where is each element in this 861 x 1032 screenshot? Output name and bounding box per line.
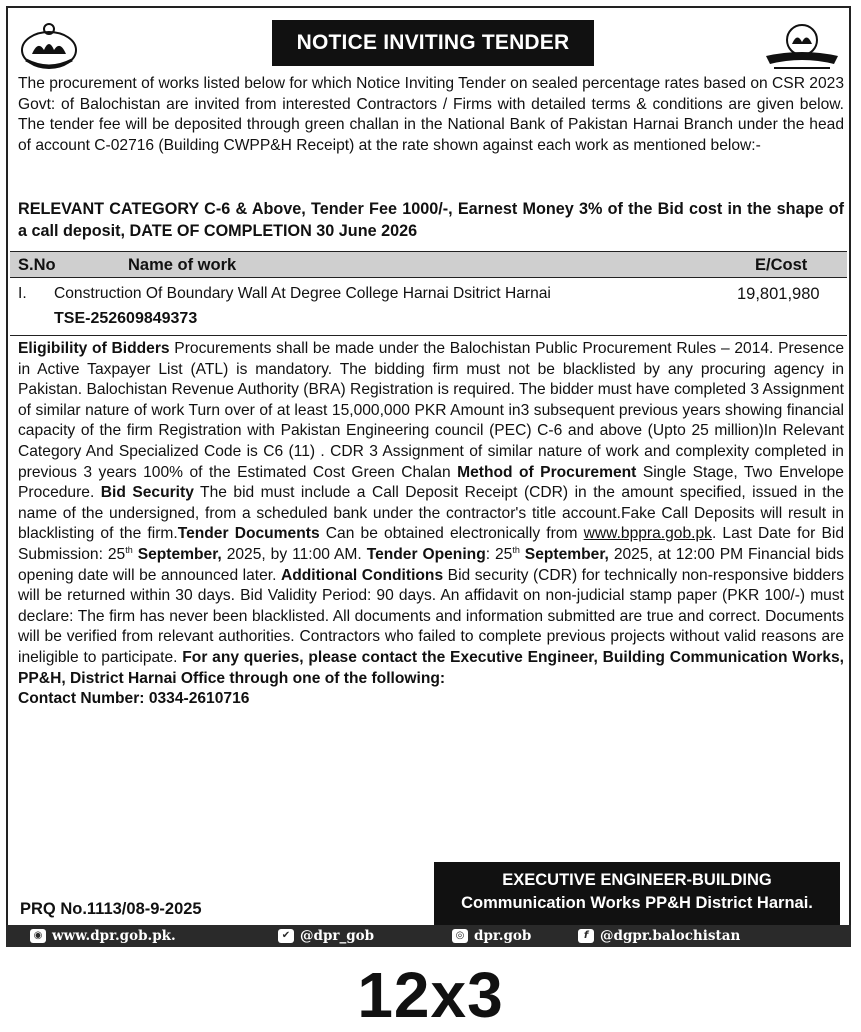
bppra-website-link[interactable]: www.bppra.gob.pk xyxy=(583,525,712,543)
signature-title: EXECUTIVE ENGINEER-BUILDING xyxy=(502,871,772,889)
intro-paragraph: The procurement of works listed below for which Notice Inviting Tender on sealed percentage rates based on CSR 2023 Govt: of Balochistan are invited from interested Contractors / Firms with detailed terms & conditions are given below. The tender fee will be deposited through green challan in the National Bank of Pakistan Harnai Branch under the head of account C-02716 (Building CWPP&H Receipt) at the rate shown against each work as mentioned below:- xyxy=(18,75,844,154)
footer-instagram[interactable] xyxy=(452,928,531,944)
tender-documents-label: Tender Documents xyxy=(177,525,320,543)
tender-notice xyxy=(6,6,851,946)
queries-text: For any queries, please contact the Executive Engineer, Building Communication Works, PP&H, District Harnai Office through one of the following: xyxy=(18,648,844,687)
opening-date-day: : 25 xyxy=(485,545,513,563)
opening-month: September, xyxy=(519,545,609,563)
footer-web[interactable] xyxy=(30,928,176,944)
footer-web-text: www.dpr.gob.pk. xyxy=(52,928,176,944)
submission-time: 2025, by 11:00 AM. xyxy=(221,545,367,563)
prq-number: PRQ No.1113/08-9-2025 xyxy=(20,900,202,918)
footer-facebook[interactable] xyxy=(578,928,740,944)
notice-title: NOTICE INVITING TENDER xyxy=(272,20,594,66)
signature-block xyxy=(434,862,840,926)
bid-security-text: The bid must include a Call Deposit Receipt (CDR) in the amount specified, issued in the name of the undersigned, from a scheduled bank under the contractor's title account.Fake Call Deposits will result in blacklisting of the firm. xyxy=(18,484,844,543)
submission-text: . Last Date for Bid Submission: 25 xyxy=(18,525,845,563)
tender-opening-label: Tender Opening xyxy=(366,545,486,563)
eligibility-text: Procurements shall be made under the Balochistan Public Procurement Rules – 2014. Presence in Active Taxpayer List (ATL) is mandatory. The bidding firm must not be blacklisted by any procuring agency in Pakistan. Balochistan Revenue Authority (BRA) Registration is required. The bidder must have completed 3 Assignment of similar nature of work Turn over of at least 15,000,000 PKR Amount in3 subsequent previous years showing financial capacity of the firm Registration with Pakistan Engineering council (PEC) C-6 and above (Upto 25 million)In Relevant Category And Specialized Code is C6 (11) . CDR 3 Assignment of similar nature of work and complexity completed in previous 3 years 100% of the Estimated Cost Green Chalan xyxy=(18,340,844,481)
footer-twitter[interactable] xyxy=(278,928,374,944)
row-name-of-work: Construction Of Boundary Wall At Degree College Harnai Dsitrict Harnai xyxy=(54,285,551,302)
signature-office: Communication Works PP&H District Harnai. xyxy=(461,894,813,912)
row-estimated-cost: 19,801,980 xyxy=(737,285,820,303)
method-text: Single Stage, Two Envelope Procedure. xyxy=(18,463,844,502)
terms-paragraph xyxy=(18,339,844,710)
header-estimated-cost: E/Cost xyxy=(755,256,808,274)
row-tse-number: TSE-252609849373 xyxy=(54,310,198,327)
header-sno: S.No xyxy=(18,256,56,274)
contact-number: Contact Number: 0334-2610716 xyxy=(18,690,250,708)
footer-instagram-text: dpr.gob xyxy=(474,928,532,944)
tender-documents-text: Can be obtained electronically from xyxy=(319,525,584,543)
globe-icon: ◉ xyxy=(30,929,46,943)
additional-conditions-text: Bid security (CDR) for technically non-responsive bidders will be returned within 30 days. Bid Validity Period: 90 days. An affidavit on non-judicial stamp paper (PKR 100/-) must declare: The firm has never been blacklisted. All documents and information submitted are true and correct. Documents will be verified from relevant authorities. Contractors who failed to complete previous projects without valid reasons are ineligible to participate. xyxy=(18,566,844,666)
row-sno: I. xyxy=(18,285,27,302)
footer-facebook-text: @dgpr.balochistan xyxy=(600,928,741,944)
camera-icon: ◎ xyxy=(452,929,468,943)
balochistan-emblem-icon xyxy=(18,20,80,72)
works-table-header xyxy=(10,251,847,278)
category-paragraph: RELEVANT CATEGORY C-6 & Above, Tender Fee 1000/-, Earnest Money 3% of the Bid cost in the shape of a call deposit, DATE OF COMPLETION 30 June 2026 xyxy=(18,200,844,240)
header-name-of-work: Name of work xyxy=(128,256,237,274)
opening-time: 2025, at 12:00 PM Financial bids opening date will be announced later. xyxy=(18,545,844,584)
table-row xyxy=(10,278,847,336)
footer-twitter-text: @dpr_gob xyxy=(300,928,375,944)
eligibility-label: Eligibility of Bidders xyxy=(18,340,170,357)
submission-month: September, xyxy=(132,545,222,563)
ordinal-suffix: th xyxy=(125,544,133,555)
additional-conditions-label: Additional Conditions xyxy=(280,566,444,584)
bird-icon: ✔ xyxy=(278,929,294,943)
method-label: Method of Procurement xyxy=(457,463,637,481)
ad-size-tag: 12x3 xyxy=(357,959,504,1031)
department-emblem-icon xyxy=(760,18,844,74)
bid-security-label: Bid Security xyxy=(100,484,194,502)
footer-bar xyxy=(6,925,851,947)
ordinal-suffix: th xyxy=(512,544,520,555)
f-icon: f xyxy=(578,929,594,943)
